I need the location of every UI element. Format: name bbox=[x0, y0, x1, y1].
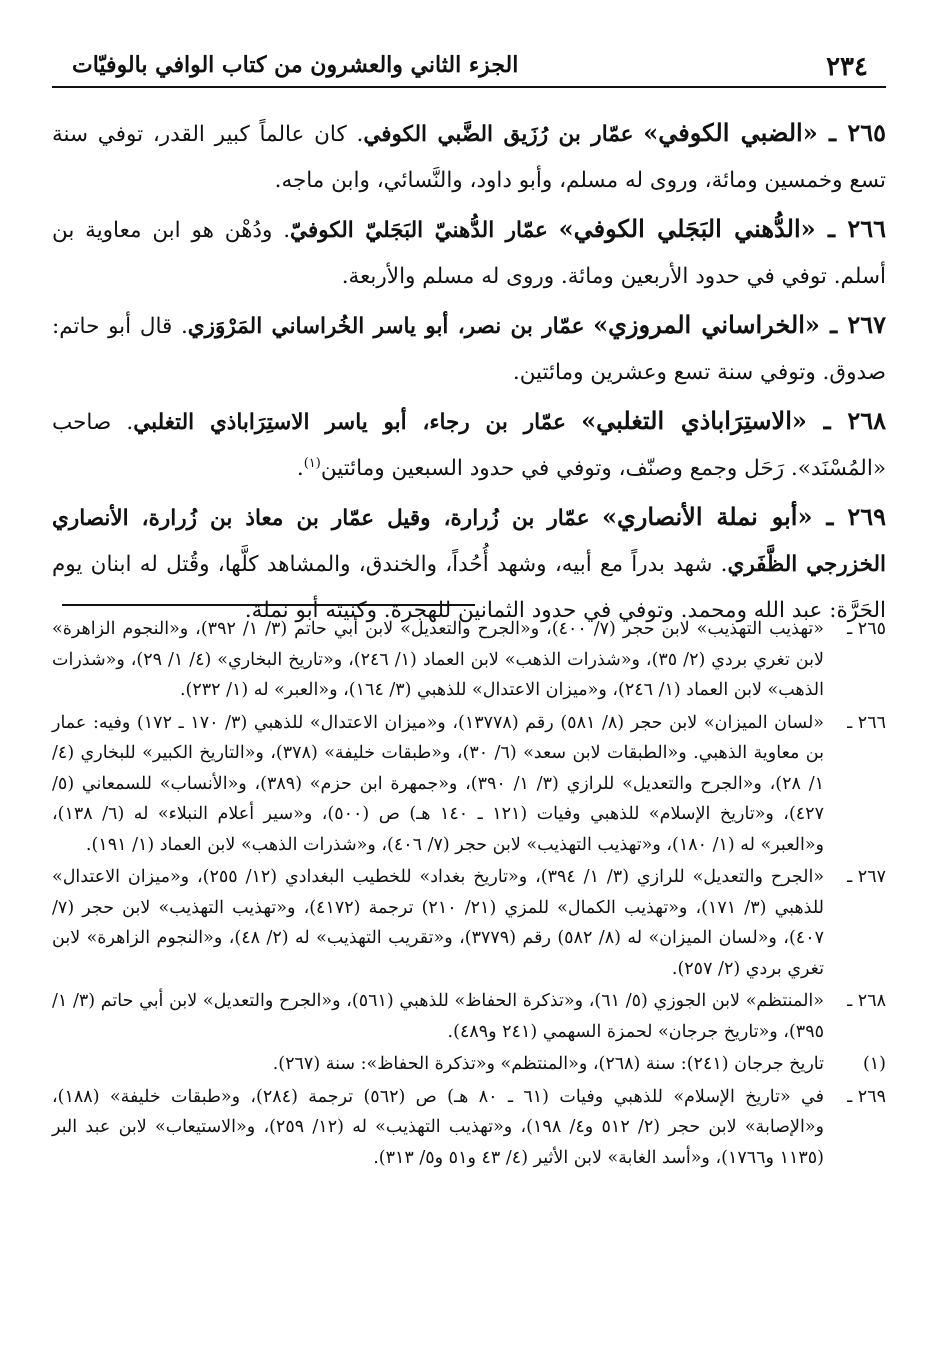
footnote-reference: (١) bbox=[303, 455, 321, 471]
entry-label: ٢٦٦ ـ «الدُّهني البَجَلي الكوفي» bbox=[558, 214, 886, 243]
footnote-number: (١) bbox=[862, 1054, 886, 1074]
footnote-number: ٢٦٥ ـ bbox=[847, 619, 886, 639]
footnote-text: «الجرح والتعديل» للرازي (٣/ ١/ ٣٩٤)، و«تاريخ بغداد» للخطيب البغدادي (١٢/ ٢٥٥)، و«ميزان الاعتدال» للذهبي (٣/ ١٧١)، و«تهذيب الكمال» للمزي (٢١/ ٢١٠) ترجمة (٤١٧٢)، و«تهذيب التهذيب» لابن حجر (٧/ ٤٠٧)، و«لسان الميزان» له (٨/ ٥٨٢) رقم (٣٧٧٩)، و«تقريب التهذيب» له (٢/ ٤٨)، و«النجوم الزاهرة» لابن تغري بردي (٢/ ٢٥٧). bbox=[52, 867, 825, 979]
running-title: الجزء الثاني والعشرون من كتاب الوافي بالوفيّات bbox=[72, 52, 519, 78]
biography-entries bbox=[52, 110, 886, 636]
biography-entry bbox=[52, 206, 886, 300]
entry-label: ٢٦٩ ـ «أبو نملة الأنصاري» bbox=[601, 502, 886, 531]
footnote-text: «تهذيب التهذيب» لابن حجر (٧/ ٤٠٠)، و«الجرح والتعديل» لابن أبي حاتم (٣/ ١/ ٣٩٢)، و«النجوم الزاهرة» لابن تغري بردي (٢/ ٣٥)، و«شذرات الذهب» لابن العماد (١/ ٢٤٦)، و«تاريخ البخاري» (٤/ ١/ ٢٩)، و«شذرات الذهب» لابن العماد (١/ ٢٤٦)، و«ميزان الاعتدال» للذهبي (٣/ ١٦٤)، و«العبر» له (١/ ٢٣٢). bbox=[52, 619, 824, 700]
footnote-number: ٢٦٨ ـ bbox=[847, 991, 886, 1011]
entry-name: عمّار بن رُزَيق الضَّبي الكوفي bbox=[363, 122, 634, 147]
footnote bbox=[52, 862, 886, 984]
entry-text-end: . bbox=[296, 456, 304, 481]
entry-text: . ودُهْن هو ابن معاوية بن أسلم. توفي في حدود الأربعين ومائة. وروى له مسلم والأربعة. bbox=[52, 218, 886, 289]
entry-text: . قال أبو حاتم: صدوق. وتوفي سنة تسع وعشرين ومائتين. bbox=[52, 314, 886, 385]
footnote-number: ٢٦٩ ـ bbox=[847, 1086, 886, 1107]
footnote-text: في «تاريخ الإسلام» للذهبي وفيات (٦١ ـ ٨٠ هـ) ص (٥٦٢) ترجمة (٢٨٤)، و«طبقات خليفة» (١٨٨)، و«الإصابة» لابن حجر (٢/ ٥١٢ و٤/ ١٩٨)، و«تهذيب التهذيب» له (١٢/ ٢٥٩)، و«الاستيعاب» لابن عبد البر (١١٣٥ و١٧٦٦)، و«أسد الغابة» لابن الأثير (٤/ ٤٣ و٥١ و٥/ ٣١٣). bbox=[52, 1086, 825, 1168]
entry-label: ٢٦٧ ـ «الخراساني المروزي» bbox=[593, 310, 886, 339]
footnote-number: ٢٦٦ ـ bbox=[847, 712, 886, 733]
entry-label: ٢٦٥ ـ «الضبي الكوفي» bbox=[643, 118, 886, 147]
footnotes bbox=[52, 614, 886, 1175]
footnote bbox=[52, 614, 886, 706]
entry-name: عمّار بن نصر، أبو ياسر الخُراساني المَرْوَزي bbox=[187, 314, 585, 339]
entry-name: عمّار الدُّهنيّ البَجَليّ الكوفيّ bbox=[290, 218, 548, 243]
footnote-number: ٢٦٧ ـ bbox=[847, 867, 886, 887]
biography-entry bbox=[52, 302, 886, 396]
entry-label: ٢٦٨ ـ «الاستِرَاباذي التغلبي» bbox=[581, 406, 887, 435]
footnote-text: «المنتظم» لابن الجوزي (٥/ ٦١)، و«تذكرة الحفاظ» للذهبي (٥٦١)، و«الجرح والتعديل» لابن أبي حاتم (٣/ ١/ ٣٩٥)، و«تاريخ جرجان» لحمزة السهمي (٢٤١ و٤٨٩). bbox=[52, 991, 824, 1042]
footnote bbox=[52, 1049, 886, 1080]
footnote bbox=[52, 1082, 886, 1174]
biography-entry bbox=[52, 494, 886, 634]
page-number: ٢٣٤ bbox=[826, 52, 868, 82]
footnote-separator bbox=[62, 604, 475, 606]
biography-entry bbox=[52, 398, 886, 492]
footnote-text: تاريخ جرجان (٢٤١): سنة (٢٦٨)، و«المنتظم» و«تذكرة الحفاظ»: سنة (٢٦٧). bbox=[272, 1054, 824, 1074]
entry-name: عمّار بن زُرارة، وقيل عمّار بن معاذ بن زُرارة، الأنصاري الخزرجي الظَّفَري bbox=[52, 506, 886, 577]
biography-entry bbox=[52, 110, 886, 204]
entry-text: . صاحب «المُسْنَد». رَحَل وجمع وصنّف، وتوفي في حدود السبعين ومائتين bbox=[52, 410, 886, 481]
entry-text: . شهد بدراً مع أبيه، وشهد أُحُداً، والخندق، والمشاهد كلَّها، وقُتل له ابنان يوم الحَرَّة: عبد الله ومحمد. وتوفي في حدود الثمانين للهجرة. وكنيته أبو نملة. bbox=[52, 552, 886, 623]
entry-name: عمّار بن رجاء، أبو ياسر الاستِرَاباذي التغلبي bbox=[133, 410, 566, 435]
page-header bbox=[52, 46, 886, 88]
footnote bbox=[52, 986, 886, 1047]
entry-text: . كان عالماً كبير القدر، توفي سنة تسع وخمسين ومائة، وروى له مسلم، وأبو داود، والنَّسائي، وابن ماجه. bbox=[52, 122, 886, 193]
footnote-text: «لسان الميزان» لابن حجر (٨/ ٥٨١) رقم (١٣٧٧٨)، و«ميزان الاعتدال» للذهبي (٣/ ١٧٠ ـ ١٧٢) وفيه: عمار بن معاوية الذهبي. و«الطبقات لابن سعد» (٦/ ٣٠)، و«طبقات خليفة» (٣٧٨)، و«التاريخ الكبير» للبخاري (٤/ ١/ ٢٨)، و«الجرح والتعديل» للرازي (٣/ ١/ ٣٩٠)، و«جمهرة ابن حزم» (٣٨٩)، و«الأنساب» للسمعاني (٥/ ٤٢٧)، و«تاريخ الإسلام» للذهبي وفيات (١٢١ ـ ١٤٠ هـ) ص (٥٠٠)، و«سير أعلام النبلاء» له (٦/ ١٣٨)، و«العبر» له (١/ ١٨٠)، و«تهذيب التهذيب» لابن حجر (٧/ ٤٠٦)، و«شذرات الذهب» لابن العماد (١/ ١٩١). bbox=[52, 712, 825, 855]
footnote bbox=[52, 708, 886, 861]
